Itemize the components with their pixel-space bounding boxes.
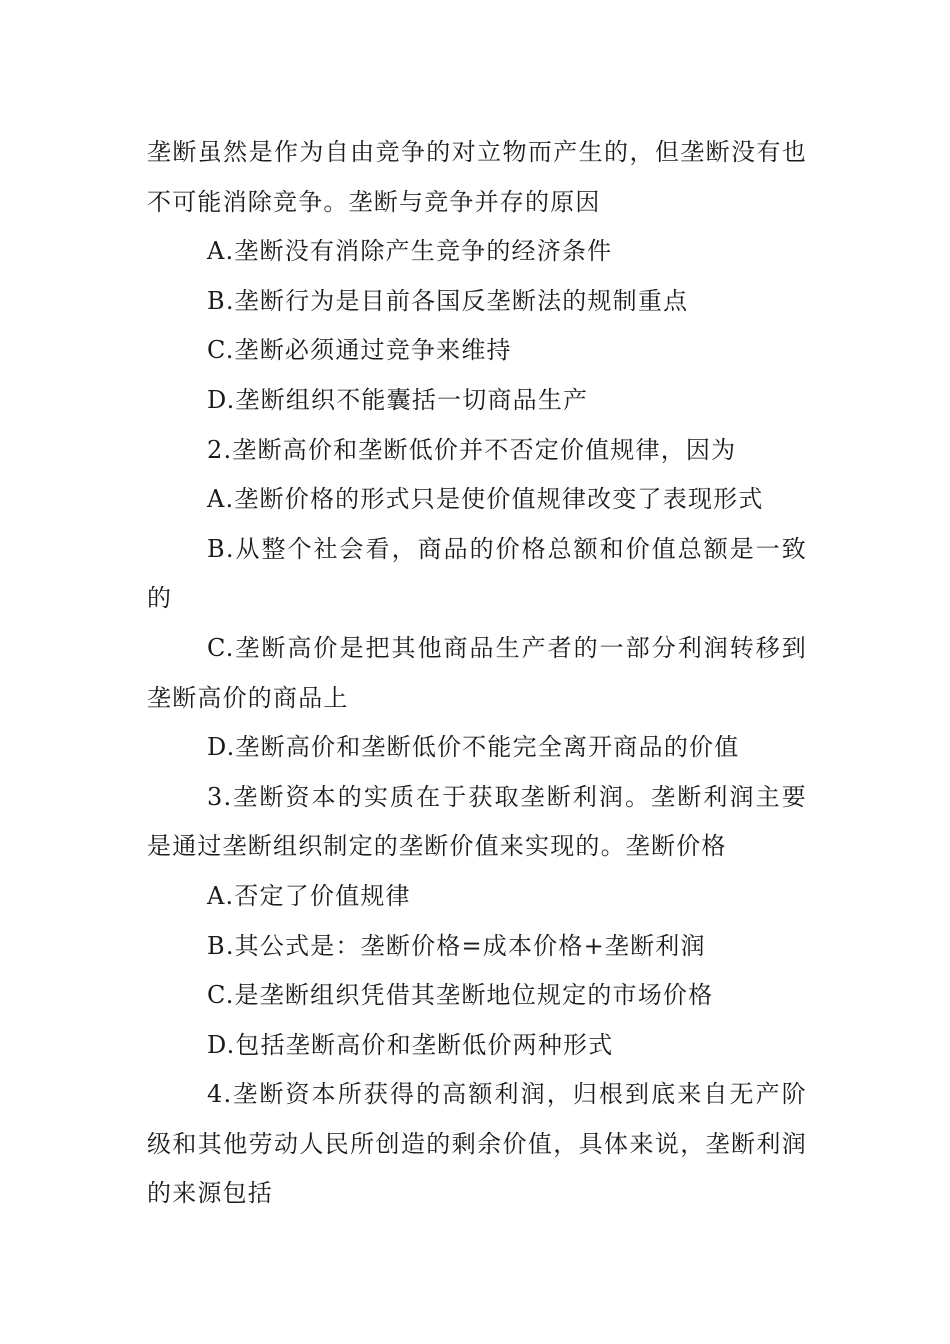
- question-3-option-b: B.其公式是：垄断价格=成本价格+垄断利润: [207, 931, 706, 960]
- question-2-option-b: B.从整个社会看，商品的价格总额和价值总额是一致的: [147, 534, 807, 613]
- question-1-option-d: D.垄断组织不能囊括一切商品生产: [207, 385, 589, 414]
- question-3-option-c: C.是垄断组织凭借其垄断地位规定的市场价格: [207, 981, 714, 1010]
- question-3-option-a: A.否定了价值规律: [207, 881, 411, 910]
- question-2-option-c: C.垄断高价是把其他商品生产者的一部分利润转移到垄断高价的商品上: [147, 633, 807, 712]
- question-1-option-b: B.垄断行为是目前各国反垄断法的规制重点: [207, 286, 689, 315]
- question-2-option-d: D.垄断高价和垄断低价不能完全离开商品的价值: [207, 733, 740, 762]
- question-4-stem: 4.垄断资本所获得的高额利润，归根到底来自无产阶级和其他劳动人民所创造的剩余价值，具体来说，垄断利润的来源包括: [147, 1080, 807, 1208]
- question-1-stem: 垄断虽然是作为自由竞争的对立物而产生的，但垄断没有也不可能消除竞争。垄断与竞争并存的原因: [147, 138, 807, 216]
- question-2-option-a: A.垄断价格的形式只是使价值规律改变了表现形式: [207, 485, 764, 514]
- question-3-option-d: D.包括垄断高价和垄断低价两种形式: [207, 1030, 614, 1059]
- question-1-option-c: C.垄断必须通过竞争来维持: [207, 336, 512, 365]
- question-3-stem: 3.垄断资本的实质在于获取垄断利润。垄断利润主要是通过垄断组织制定的垄断价值来实现的。垄断价格: [147, 782, 807, 861]
- question-2-stem: 2.垄断高价和垄断低价并不否定价值规律，因为: [207, 435, 737, 464]
- document-body: [147, 128, 807, 1219]
- question-1-option-a: A.垄断没有消除产生竞争的经济条件: [207, 237, 613, 266]
